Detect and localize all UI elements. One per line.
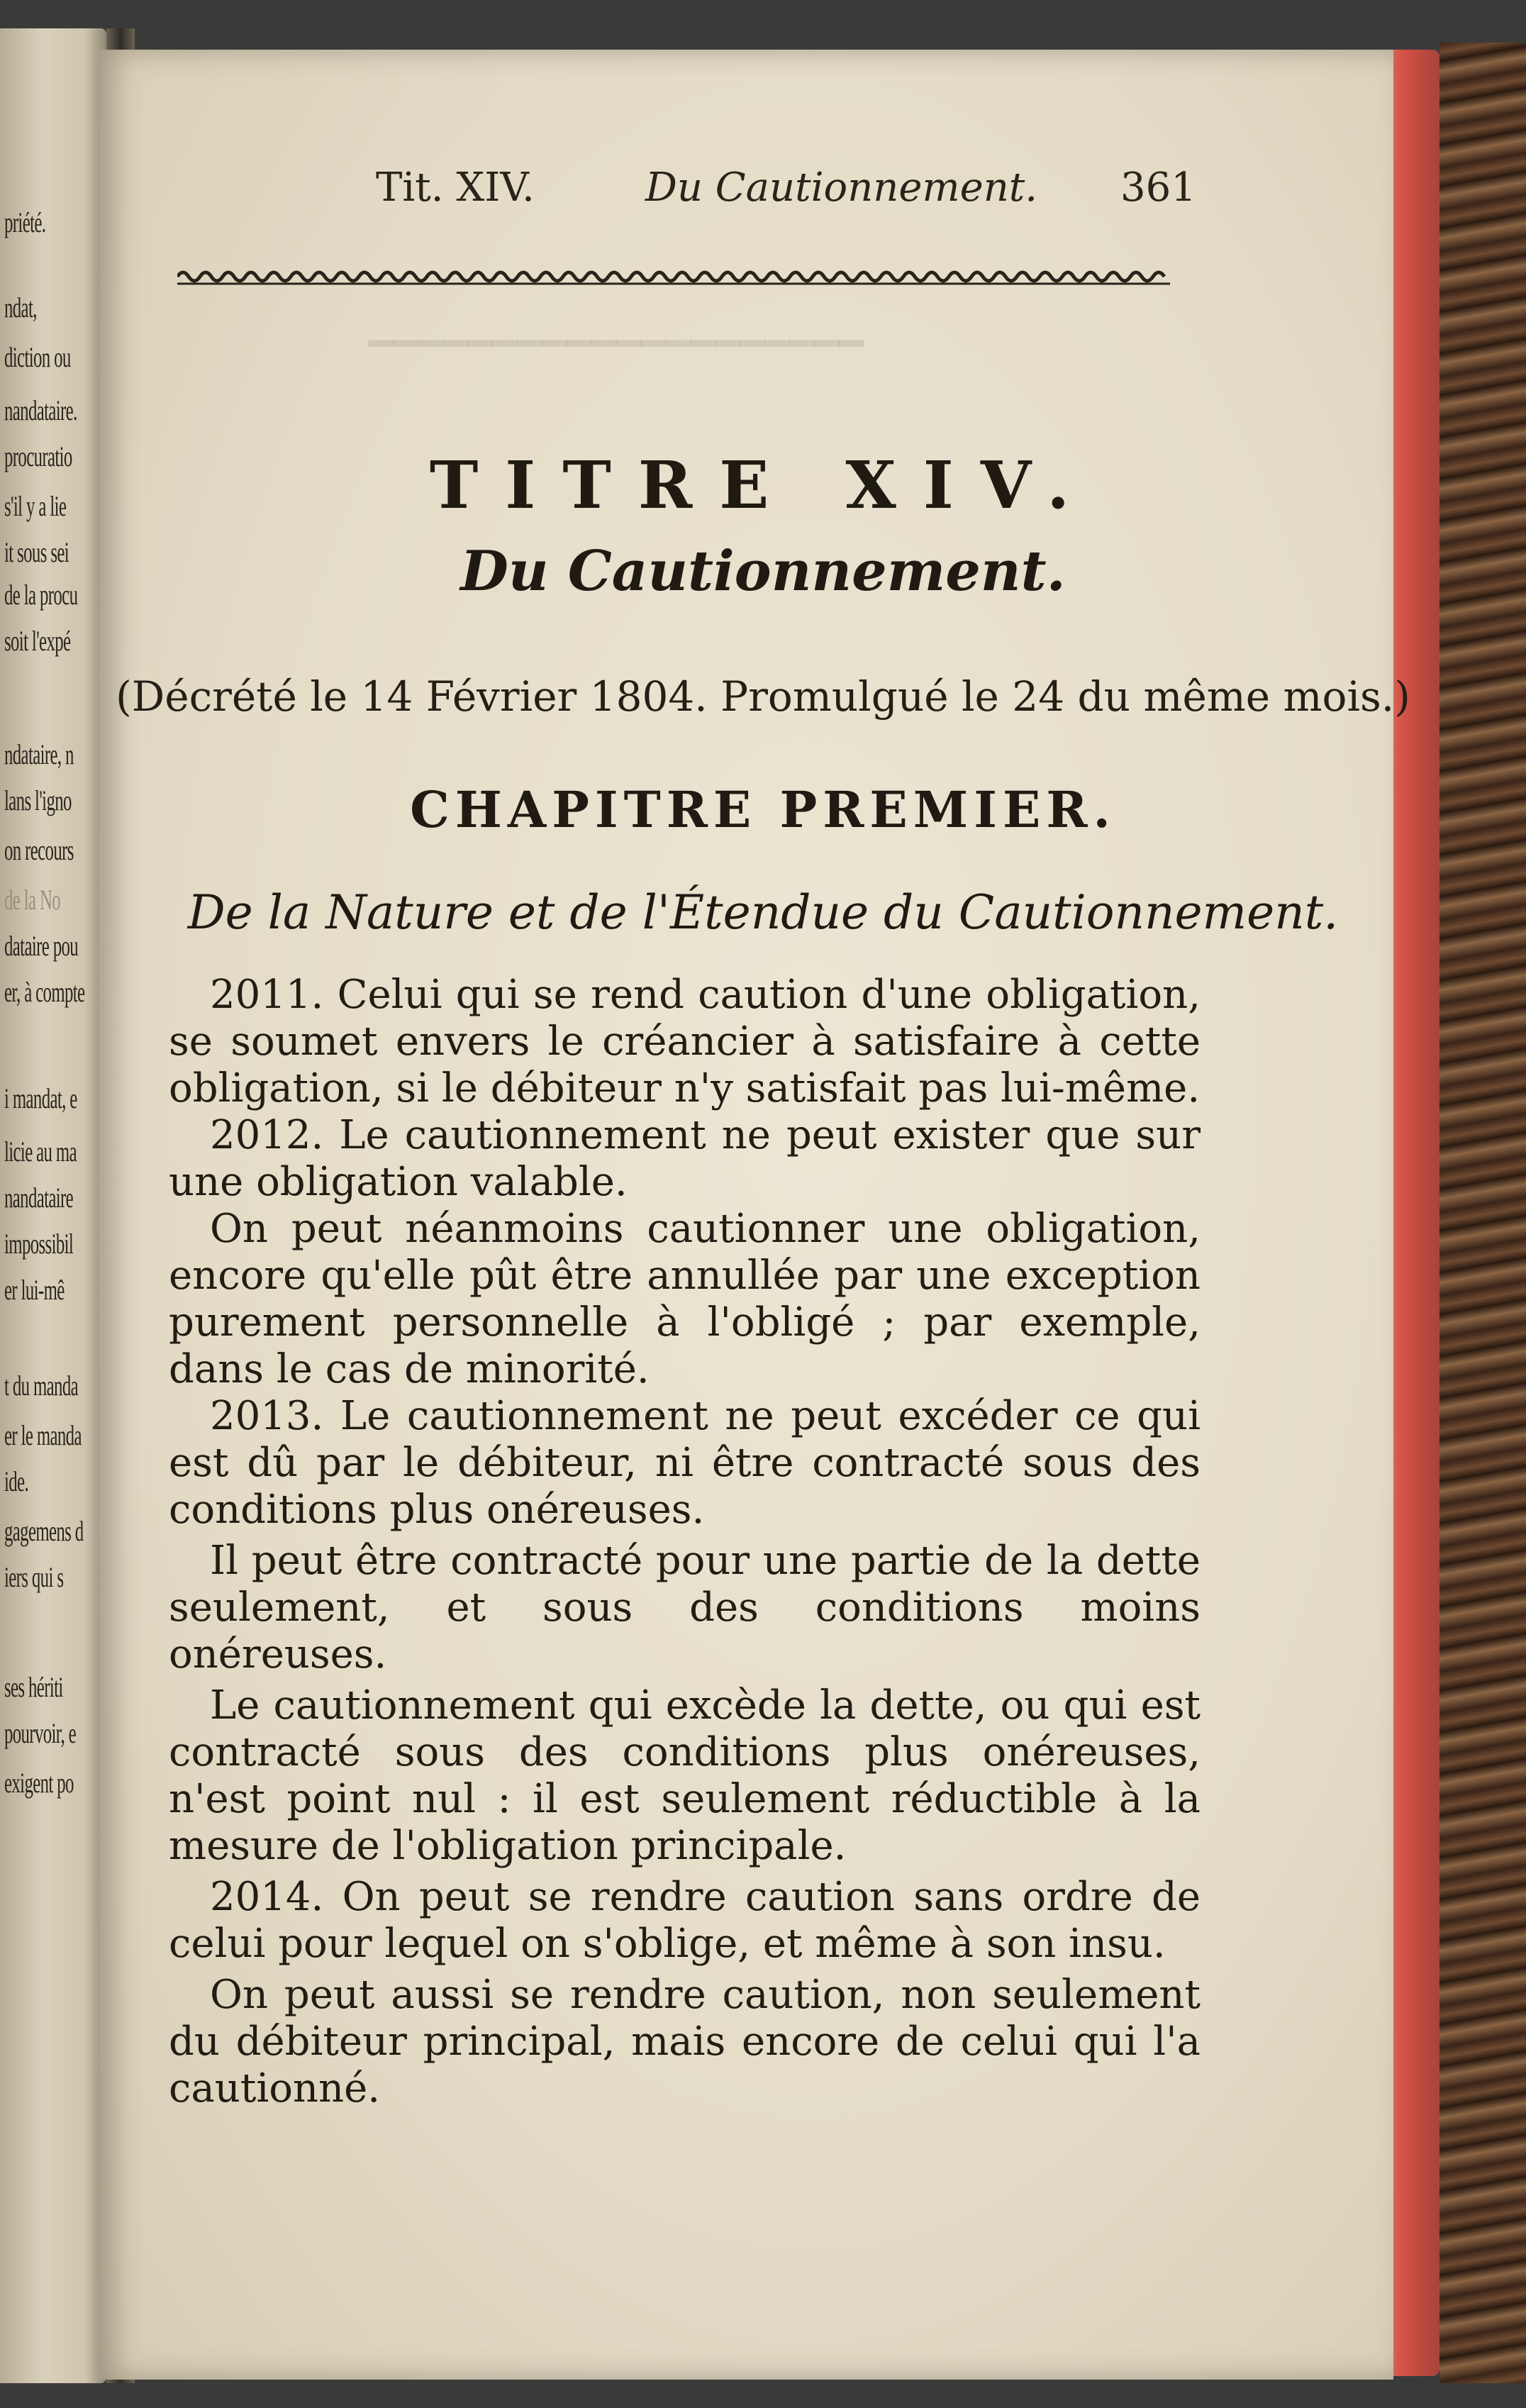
paragraph-2013: 2013. Le cautionnement ne peut excéder ce qui est dû par le débiteur, ni être contracté sous des conditions plus onéreuses. bbox=[169, 1393, 1201, 1533]
left-page-fragment: de la No bbox=[4, 884, 61, 916]
left-page-fragment: t du manda bbox=[4, 1370, 78, 1402]
left-page-fragment: gagemens d bbox=[4, 1515, 84, 1547]
running-head bbox=[269, 157, 1312, 221]
left-page-fragment: ide. bbox=[4, 1465, 29, 1497]
body-text bbox=[169, 972, 1201, 2112]
running-head-title: Du Cautionnement. bbox=[645, 165, 1038, 211]
left-page-fragment: impossibil bbox=[4, 1228, 74, 1260]
left-page-fragment: nandataire. bbox=[4, 394, 77, 426]
running-head-title-number: Tit. XIV. bbox=[376, 165, 535, 211]
left-page-fragment: de la procu bbox=[4, 579, 78, 611]
chapter-subheading: De la Nature et de l'Étendue du Cautionnement. bbox=[187, 885, 1339, 940]
paragraph-2014: 2014. On peut se rendre caution sans ordre de celui pour lequel on s'oblige, et même à son insu. bbox=[169, 1874, 1201, 1967]
paragraph-2013-cont-1: Il peut être contracté pour une partie de la dette seulement, et sous des conditions moins onéreuses. bbox=[169, 1538, 1201, 1677]
left-page-fragment: ndataire, n bbox=[4, 738, 74, 770]
left-page-fragment: pourvoir, e bbox=[4, 1717, 77, 1749]
left-page-fragment: licie au ma bbox=[4, 1136, 77, 1167]
book-cover-edge bbox=[1439, 43, 1526, 2383]
paragraph-2014-cont: On peut aussi se rendre caution, non seulement du débiteur principal, mais encore de celui qui l'a cautionné. bbox=[169, 1972, 1201, 2112]
left-page-fragment: iers qui s bbox=[4, 1561, 64, 1593]
left-page-fragment: er, à compte bbox=[4, 976, 85, 1008]
left-page-fragment: nandataire bbox=[4, 1182, 74, 1214]
left-page-fragment: s'il y a lie bbox=[4, 490, 67, 522]
title-heading: TITRE XIV. bbox=[429, 447, 1097, 523]
page-number: 361 bbox=[1120, 165, 1196, 211]
left-page-fragment: ses hériti bbox=[4, 1671, 63, 1703]
title-subheading: Du Cautionnement. bbox=[460, 539, 1066, 604]
left-page-fragment: ndat, bbox=[4, 292, 37, 323]
ornamental-rule bbox=[177, 262, 1170, 291]
left-page-fragment: priété. bbox=[4, 206, 46, 238]
left-page-fragment: i mandat, e bbox=[4, 1082, 77, 1114]
paragraph-2011: 2011. Celui qui se rend caution d'une obligation, se soumet envers le créancier à satisfaire à cette obligation, si le débiteur n'y satisfait pas lui-même. bbox=[169, 972, 1201, 1111]
left-page-fragment: diction ou bbox=[4, 341, 71, 373]
left-page-fragment: soit l'expé bbox=[4, 625, 71, 657]
left-page-fragment: it sous sei bbox=[4, 536, 69, 568]
left-page-fragment: dataire pou bbox=[4, 930, 79, 962]
left-page-fragment: er lui-mê bbox=[4, 1274, 65, 1306]
left-page-fragment: er le manda bbox=[4, 1419, 82, 1451]
left-facing-page bbox=[0, 28, 106, 2383]
paragraph-2012: 2012. Le cautionnement ne peut exister que sur une obligation valable. bbox=[169, 1112, 1201, 1205]
paragraph-2013-cont-2: Le cautionnement qui excède la dette, ou qui est contracté sous des conditions plus onéreuses, n'est point nul : il est seulement réductible à la mesure de l'obligation principale. bbox=[169, 1682, 1201, 1869]
decree-line: (Décrété le 14 Février 1804. Promulgué le 24 du même mois.) bbox=[116, 672, 1410, 721]
left-page-fragment: lans l'igno bbox=[4, 784, 72, 816]
left-page-fragment: on recours bbox=[4, 834, 74, 866]
paragraph-2012-cont: On peut néanmoins cautionner une obligation, encore qu'elle pût être annullée par une exception purement personnelle à l'obligé ; par exemple, dans le cas de minorité. bbox=[169, 1206, 1201, 1392]
show-through: ━━━━━━━━━━━━━━━━━━━━ bbox=[369, 319, 864, 367]
left-page-fragment: exigent po bbox=[4, 1767, 74, 1799]
left-page-fragment: procuratio bbox=[4, 440, 72, 472]
chapter-heading: CHAPITRE PREMIER. bbox=[410, 780, 1116, 839]
